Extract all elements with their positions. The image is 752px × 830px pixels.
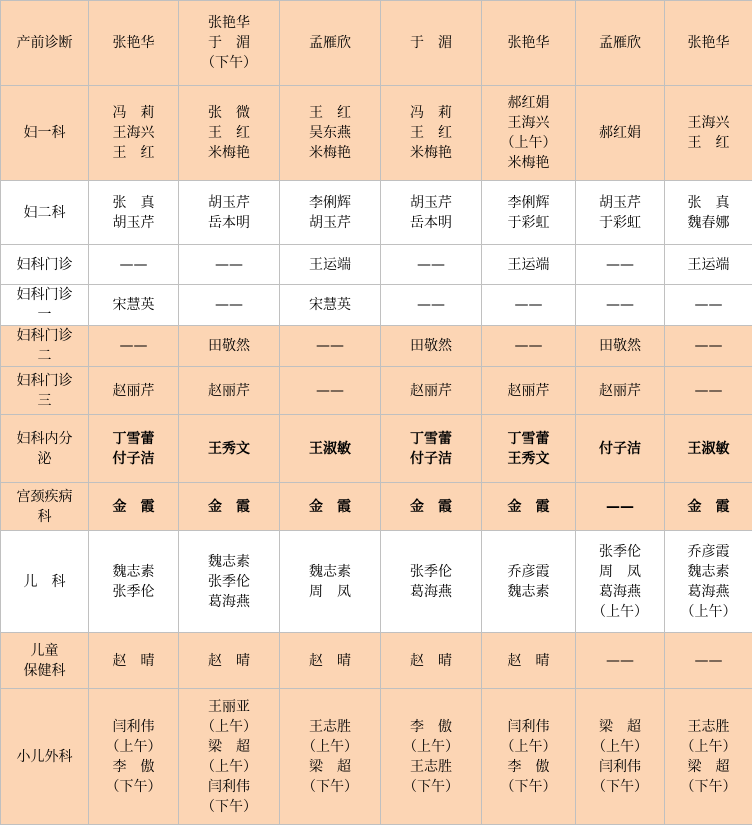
doctor-name: 丁雪蕾 [507, 430, 550, 447]
doctor-name: 金 霞 [112, 498, 155, 515]
doctor-name: （下午） [403, 778, 459, 795]
doctor-name: （上午） [302, 738, 358, 755]
doctor-name: （上午） [592, 738, 648, 755]
schedule-row [1, 633, 752, 689]
schedule-body [1, 1, 752, 825]
doctor-name: 胡玉芹 [208, 194, 250, 211]
doctor-cell [89, 285, 179, 326]
doctor-name: 葛海燕 [208, 593, 250, 610]
doctor-name: 魏春娜 [687, 214, 730, 231]
department-label: 妇科门诊 [16, 256, 73, 273]
doctor-cell [665, 483, 752, 531]
doctor-cell [179, 367, 280, 415]
doctor-cell [482, 689, 576, 825]
doctor-name: 张艳华 [687, 35, 730, 51]
doctor-cell [89, 86, 179, 181]
doctor-name: —— [417, 256, 445, 273]
doctor-name: 赵 晴 [309, 652, 351, 669]
doctor-name: —— [606, 256, 634, 273]
doctor-name: 田敬然 [410, 338, 452, 354]
doctor-cell [482, 415, 576, 483]
doctor-name: 胡玉芹 [599, 194, 641, 211]
doctor-cell [665, 245, 752, 285]
doctor-cell [482, 483, 576, 531]
doctor-name: 赵丽芹 [410, 382, 452, 399]
doctor-name: 张艳华 [507, 35, 550, 51]
doctor-cell [381, 483, 482, 531]
doctor-name: 丁雪蕾 [112, 430, 155, 447]
department-cell [1, 415, 89, 483]
doctor-cell [179, 689, 280, 825]
doctor-name: 魏志素 [507, 583, 550, 600]
doctor-cell [280, 285, 381, 326]
doctor-name: 张季伦 [208, 573, 250, 590]
doctor-cell [89, 245, 179, 285]
doctor-name: 王运端 [309, 256, 351, 273]
doctor-name: —— [215, 297, 243, 313]
department-cell [1, 245, 89, 285]
doctor-cell [280, 367, 381, 415]
doctor-name: 于彩虹 [599, 214, 641, 231]
doctor-cell [381, 245, 482, 285]
doctor-cell [482, 285, 576, 326]
doctor-name: 乔彦霞 [507, 563, 550, 580]
doctor-name: 王志胜 [410, 758, 452, 775]
doctor-cell [381, 689, 482, 825]
doctor-name: 米梅艳 [208, 145, 250, 161]
doctor-name: 闫利伟 [599, 758, 641, 775]
doctor-name: （上午） [201, 718, 257, 735]
doctor-name: 付子洁 [112, 450, 155, 467]
doctor-name: 王海兴 [507, 115, 550, 131]
doctor-name: 于 湄 [208, 35, 250, 51]
doctor-cell [576, 1, 665, 86]
doctor-name: 岳本明 [410, 214, 452, 231]
department-cell [1, 633, 89, 689]
doctor-name: 闫利伟 [112, 718, 155, 735]
doctor-name: 金 霞 [507, 498, 550, 515]
schedule-row [1, 483, 752, 531]
doctor-name: 孟雁欣 [599, 35, 641, 51]
doctor-cell [576, 367, 665, 415]
doctor-name: 田敬然 [599, 338, 641, 354]
department-label: 妇二科 [23, 204, 66, 221]
department-label: 泌 [37, 450, 52, 467]
doctor-name: 王淑敏 [309, 440, 351, 457]
doctor-cell [665, 633, 752, 689]
doctor-name: （上午） [500, 135, 557, 151]
doctor-cell [280, 483, 381, 531]
doctor-name: 赵丽芹 [112, 382, 155, 399]
doctor-name: —— [514, 297, 543, 313]
doctor-cell [576, 285, 665, 326]
doctor-cell [89, 367, 179, 415]
doctor-name: 孟雁欣 [309, 35, 351, 51]
doctor-name: 金 霞 [208, 498, 250, 515]
doctor-name: 张 微 [208, 105, 250, 121]
schedule-row [1, 415, 752, 483]
doctor-name: 李 傲 [112, 758, 155, 775]
doctor-name: 王 红 [112, 145, 155, 161]
doctor-cell [280, 531, 381, 633]
doctor-cell [665, 689, 752, 825]
department-cell [1, 285, 89, 326]
doctor-name: 付子洁 [410, 450, 452, 467]
doctor-cell [280, 245, 381, 285]
doctor-name: 赵 晴 [112, 652, 155, 669]
doctor-name: —— [119, 338, 148, 354]
doctor-cell [179, 531, 280, 633]
doctor-name: 赵 晴 [208, 652, 250, 669]
doctor-cell [576, 86, 665, 181]
doctor-cell [280, 1, 381, 86]
department-cell [1, 367, 89, 415]
doctor-name: （下午） [592, 778, 648, 795]
schedule-row [1, 531, 752, 633]
doctor-cell [381, 367, 482, 415]
doctor-cell [179, 483, 280, 531]
doctor-name: （下午） [105, 778, 162, 795]
doctor-name: （上午） [201, 758, 257, 775]
schedule-row [1, 245, 752, 285]
department-label: 妇科门诊 [16, 328, 73, 344]
department-cell [1, 86, 89, 181]
doctor-name: —— [119, 256, 148, 273]
doctor-name: —— [694, 652, 723, 669]
doctor-cell [381, 326, 482, 367]
doctor-name: 王秀文 [507, 450, 550, 467]
doctor-cell [381, 415, 482, 483]
doctor-name: 张季伦 [410, 563, 452, 580]
doctor-name: 张季伦 [599, 543, 641, 560]
doctor-name: （上午） [680, 603, 737, 620]
doctor-cell [179, 633, 280, 689]
doctor-name: 王 红 [410, 125, 452, 141]
doctor-name: 胡玉芹 [309, 214, 351, 231]
doctor-cell [482, 245, 576, 285]
doctor-name: 张 真 [687, 194, 730, 211]
department-label: 儿童 [30, 642, 59, 659]
department-cell [1, 1, 89, 86]
doctor-name: 梁 超 [309, 758, 351, 775]
doctor-name: （下午） [680, 778, 737, 795]
doctor-name: （下午） [500, 778, 557, 795]
doctor-cell [482, 1, 576, 86]
department-label: 妇科门诊 [16, 287, 73, 303]
doctor-name: （上午） [403, 738, 459, 755]
schedule-row [1, 367, 752, 415]
doctor-name: —— [316, 382, 344, 399]
doctor-name: 葛海燕 [410, 583, 452, 600]
department-cell [1, 483, 89, 531]
doctor-name: 郝红娟 [507, 95, 550, 111]
doctor-cell [482, 633, 576, 689]
doctor-name: —— [514, 338, 543, 354]
doctor-name: 梁 超 [208, 738, 250, 755]
doctor-name: —— [215, 256, 243, 273]
doctor-name: 赵丽芹 [208, 382, 250, 399]
doctor-cell [482, 367, 576, 415]
doctor-cell [665, 181, 752, 245]
doctor-cell [280, 86, 381, 181]
doctor-cell [482, 181, 576, 245]
doctor-name: —— [606, 652, 634, 669]
doctor-name: 王海兴 [112, 125, 155, 141]
doctor-name: 赵 晴 [410, 652, 452, 669]
department-cell [1, 689, 89, 825]
doctor-name: （下午） [201, 55, 257, 71]
department-label: 保健科 [23, 662, 66, 679]
doctor-name: 于 湄 [410, 35, 452, 51]
doctor-name: 金 霞 [687, 498, 730, 515]
doctor-name: 李 傲 [410, 718, 452, 735]
doctor-name: 冯 莉 [112, 105, 155, 121]
department-label: 产前诊断 [16, 35, 73, 51]
doctor-name: 郝红娟 [599, 125, 641, 141]
doctor-cell [179, 285, 280, 326]
doctor-cell [576, 483, 665, 531]
doctor-name: 魏志素 [112, 563, 155, 580]
department-label: 宫颈疾病 [16, 488, 73, 505]
doctor-name: 米梅艳 [507, 155, 550, 171]
department-label: 妇一科 [23, 125, 66, 141]
department-label: 科 [37, 508, 52, 525]
schedule-row [1, 285, 752, 326]
doctor-name: 赵 晴 [507, 652, 550, 669]
doctor-cell [665, 531, 752, 633]
doctor-cell [381, 181, 482, 245]
doctor-name: 闫利伟 [507, 718, 550, 735]
doctor-name: 田敬然 [208, 338, 250, 354]
doctor-name: 魏志素 [687, 563, 730, 580]
doctor-name: 米梅艳 [410, 145, 452, 161]
doctor-name: —— [316, 338, 344, 354]
doctor-cell [665, 367, 752, 415]
doctor-name: 周 凤 [599, 563, 641, 580]
doctor-name: 闫利伟 [208, 778, 250, 795]
doctor-cell [665, 326, 752, 367]
doctor-cell [482, 326, 576, 367]
doctor-name: 赵丽芹 [507, 382, 550, 399]
doctor-name: 吴东燕 [309, 125, 351, 141]
schedule-row [1, 326, 752, 367]
doctor-cell [89, 181, 179, 245]
doctor-name: （上午） [680, 738, 737, 755]
doctor-name: 冯 莉 [410, 105, 452, 121]
doctor-name: 王 红 [309, 105, 351, 121]
doctor-name: 梁 超 [687, 758, 730, 775]
doctor-cell [89, 1, 179, 86]
doctor-name: 丁雪蕾 [410, 430, 452, 447]
doctor-name: （下午） [302, 778, 358, 795]
doctor-cell [576, 633, 665, 689]
doctor-name: —— [694, 338, 723, 354]
doctor-cell [665, 1, 752, 86]
department-label: 小儿外科 [16, 748, 73, 765]
doctor-name: 梁 超 [599, 718, 641, 735]
doctor-cell [381, 285, 482, 326]
doctor-name: —— [417, 297, 445, 313]
doctor-cell [89, 531, 179, 633]
doctor-cell [280, 633, 381, 689]
doctor-name: 赵丽芹 [599, 382, 641, 399]
doctor-name: —— [606, 297, 634, 313]
doctor-name: —— [694, 297, 723, 313]
doctor-name: 于彩虹 [507, 214, 550, 231]
doctor-name: 王 红 [208, 125, 250, 141]
doctor-cell [89, 633, 179, 689]
doctor-cell [665, 415, 752, 483]
doctor-name: 金 霞 [410, 498, 452, 515]
doctor-name: 王海兴 [687, 115, 730, 131]
doctor-cell [280, 181, 381, 245]
doctor-cell [179, 181, 280, 245]
doctor-cell [482, 531, 576, 633]
doctor-cell [576, 326, 665, 367]
department-label: 三 [37, 392, 52, 409]
doctor-cell [179, 326, 280, 367]
doctor-name: 胡玉芹 [112, 214, 155, 231]
doctor-name: 周 凤 [309, 583, 351, 600]
doctor-cell [482, 86, 576, 181]
department-cell [1, 326, 89, 367]
doctor-cell [381, 531, 482, 633]
doctor-name: 王淑敏 [687, 440, 730, 457]
doctor-name: 王秀文 [208, 440, 250, 457]
doctor-name: —— [606, 498, 634, 515]
doctor-name: 张艳华 [208, 15, 250, 31]
doctor-name: 付子洁 [599, 440, 641, 457]
doctor-cell [665, 86, 752, 181]
doctor-name: 葛海燕 [599, 583, 641, 600]
doctor-cell [179, 245, 280, 285]
doctor-name: —— [694, 382, 723, 399]
doctor-name: 宋慧英 [309, 297, 351, 313]
doctor-cell [280, 689, 381, 825]
schedule-row [1, 1, 752, 86]
department-label: 儿 科 [23, 573, 66, 590]
doctor-cell [576, 181, 665, 245]
doctor-cell [280, 326, 381, 367]
doctor-cell [576, 415, 665, 483]
doctor-name: 魏志素 [309, 563, 351, 580]
doctor-name: （下午） [201, 798, 257, 815]
doctor-name: 岳本明 [208, 214, 250, 231]
doctor-name: 李俐辉 [507, 194, 550, 211]
schedule-row [1, 86, 752, 181]
doctor-name: 李 傲 [507, 758, 550, 775]
doctor-cell [89, 689, 179, 825]
doctor-name: 张艳华 [112, 35, 155, 51]
doctor-name: 王 红 [687, 135, 730, 151]
doctor-name: 王志胜 [687, 718, 730, 735]
doctor-name: 王运端 [687, 256, 730, 273]
department-label: 一 [37, 307, 52, 323]
doctor-cell [89, 415, 179, 483]
doctor-name: 葛海燕 [687, 583, 730, 600]
doctor-name: 宋慧英 [112, 297, 155, 313]
doctor-name: 张季伦 [112, 583, 155, 600]
doctor-cell [665, 285, 752, 326]
doctor-cell [381, 633, 482, 689]
department-label: 妇科门诊 [16, 372, 73, 389]
schedule-row [1, 689, 752, 825]
doctor-name: 乔彦霞 [687, 543, 730, 560]
doctor-cell [179, 86, 280, 181]
doctor-cell [179, 1, 280, 86]
department-cell [1, 531, 89, 633]
doctor-name: 王运端 [507, 256, 550, 273]
doctor-cell [381, 86, 482, 181]
doctor-name: 李俐辉 [309, 194, 351, 211]
doctor-cell [89, 326, 179, 367]
doctor-cell [280, 415, 381, 483]
doctor-cell [89, 483, 179, 531]
doctor-cell [576, 531, 665, 633]
department-label: 二 [37, 348, 52, 364]
doctor-name: 王丽亚 [208, 698, 250, 715]
doctor-name: 米梅艳 [309, 145, 351, 161]
doctor-cell [576, 689, 665, 825]
doctor-cell [179, 415, 280, 483]
doctor-name: 胡玉芹 [410, 194, 452, 211]
doctor-name: 王志胜 [309, 718, 351, 735]
doctor-name: （上午） [592, 603, 648, 620]
doctor-name: 张 真 [112, 194, 155, 211]
department-label: 妇科内分 [16, 430, 73, 447]
doctor-cell [576, 245, 665, 285]
doctor-cell [381, 1, 482, 86]
doctor-name: 魏志素 [208, 553, 250, 570]
doctor-name: （上午） [500, 738, 557, 755]
doctor-name: 金 霞 [309, 498, 351, 515]
doctor-name: （上午） [105, 738, 162, 755]
department-cell [1, 181, 89, 245]
schedule-row [1, 181, 752, 245]
